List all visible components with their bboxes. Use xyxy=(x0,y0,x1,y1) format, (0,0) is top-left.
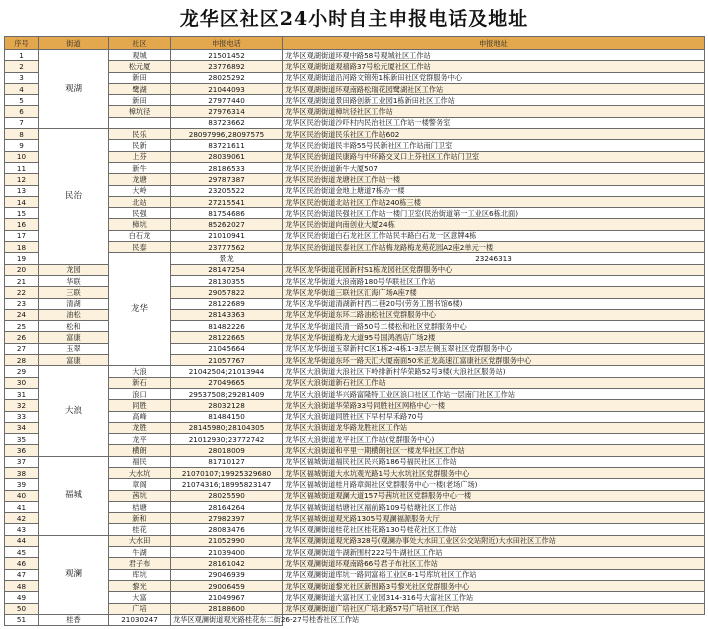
phone-number: 27049665 xyxy=(171,377,283,388)
street-name: 大浪 xyxy=(39,366,109,456)
community-name: 大浪 xyxy=(109,366,171,377)
table-row xyxy=(5,129,705,140)
row-number: 15 xyxy=(5,208,39,219)
address: 龙华区龙华街道花园新村S1栋龙园社区党群服务中心 xyxy=(283,264,705,275)
address: 龙华区福城街道观澜大道157号茜坑社区党群服务中心一楼 xyxy=(283,490,705,501)
community-name: 章阁 xyxy=(109,479,171,490)
table-row xyxy=(5,95,705,106)
phone-number: 28097996,28097575 xyxy=(171,129,283,140)
table-row xyxy=(5,230,705,241)
address: 龙华区观澜街道广培社区广培北路57号广培社区工作站 xyxy=(283,603,705,614)
table-row xyxy=(5,253,705,264)
row-number: 27 xyxy=(5,343,39,354)
community-name: 高峰 xyxy=(109,411,171,422)
row-number: 45 xyxy=(5,547,39,558)
street-name: 观澜 xyxy=(39,535,109,614)
row-number: 41 xyxy=(5,501,39,512)
address: 龙华区观澜街道牛湖新围村222号牛湖社区工作站 xyxy=(283,547,705,558)
address: 龙华区福城街道桔塘社区福前路109号桔塘社区工作站 xyxy=(283,501,705,512)
address: 龙华区大浪街道华兴路富隆特工业区浪口社区工作站一层南门社区工作站 xyxy=(283,388,705,399)
phone-number: 85262027 xyxy=(171,219,283,230)
header-address: 申报地址 xyxy=(283,37,705,50)
table-row xyxy=(5,50,705,61)
community-name: 松和 xyxy=(39,321,109,332)
table-row xyxy=(5,524,705,535)
phone-number: 21010941 xyxy=(171,230,283,241)
address: 龙华区民治街道民泰社区工作站梅龙路梅龙苑花园A2座2单元一楼 xyxy=(283,242,705,253)
phone-number: 28025590 xyxy=(171,490,283,501)
address: 龙华区龙华街道东环一路天汇大厦南面50米正龙高速江富康社区党群服务中心 xyxy=(283,355,705,366)
address: 龙华区民治街道民康路与中环路交叉口上芬社区工作站门卫室 xyxy=(283,151,705,162)
address: 龙华区民治街道民丰路55号民新社区工作站南门卫室 xyxy=(283,140,705,151)
community-name: 民泰 xyxy=(109,242,171,253)
phone-number: 28025292 xyxy=(171,72,283,83)
community-name: 景龙 xyxy=(171,253,283,264)
phone-number: 23776892 xyxy=(171,61,283,72)
row-number: 22 xyxy=(5,287,39,298)
address: 龙华区大浪街道龙华路龙胜社区工作站 xyxy=(283,422,705,433)
address: 龙华区福城街道桂月路章阁社区党群服务中心一楼(老场广场) xyxy=(283,479,705,490)
table-body xyxy=(5,50,705,626)
table-row xyxy=(5,592,705,603)
table-row xyxy=(5,445,705,456)
row-number: 44 xyxy=(5,535,39,546)
community-name: 清湖 xyxy=(39,298,109,309)
phone-number: 28186533 xyxy=(171,162,283,173)
address: 龙华区龙华街道玉翠新村C区1栋2-4栋1-3层左侧玉翠社区党群服务中心 xyxy=(283,343,705,354)
address: 龙华区龙华街道东环二路油松社区党群服务中心 xyxy=(283,309,705,320)
address: 龙华区龙华街道梅龙大道95号国鸿酒店广场2楼 xyxy=(283,332,705,343)
community-name: 油松 xyxy=(39,309,109,320)
row-number: 12 xyxy=(5,174,39,185)
table-row xyxy=(5,174,705,185)
row-number: 40 xyxy=(5,490,39,501)
row-number: 49 xyxy=(5,592,39,603)
community-name: 玉翠 xyxy=(39,343,109,354)
community-name: 上芬 xyxy=(109,151,171,162)
row-number: 14 xyxy=(5,196,39,207)
community-name: 龙平 xyxy=(109,434,171,445)
phone-number: 28145980;28104305 xyxy=(171,422,283,433)
community-name: 新田 xyxy=(109,72,171,83)
table-row xyxy=(5,411,705,422)
header-street: 街道 xyxy=(39,37,109,50)
community-name: 樟坑径 xyxy=(109,106,171,117)
community-name: 浪口 xyxy=(109,388,171,399)
community-name: 桂花 xyxy=(109,524,171,535)
address: 龙华区观澜街道黎光社区新围路3号黎光社区党群服务中心 xyxy=(283,580,705,591)
phone-number: 21057767 xyxy=(171,355,283,366)
header-no: 序号 xyxy=(5,37,39,50)
address: 龙华区龙华街道清湖新村西二巷20号(劳务工图书馆6楼) xyxy=(283,298,705,309)
phone-number: 81710127 xyxy=(171,456,283,467)
address: 龙华区观澜街道库坑一路同富裕工业区8-1号库坑社区工作站 xyxy=(283,569,705,580)
address: 龙华区民治街道民强社区工作站一楼门卫室(民治街道第一工业区6栋北面) xyxy=(283,208,705,219)
row-number: 36 xyxy=(5,445,39,456)
phone-number: 28143363 xyxy=(171,309,283,320)
table-row xyxy=(5,456,705,467)
phone-number: 28164264 xyxy=(171,501,283,512)
community-name: 民新 xyxy=(109,140,171,151)
table-row xyxy=(5,490,705,501)
row-number: 16 xyxy=(5,219,39,230)
row-number: 28 xyxy=(5,355,39,366)
address: 龙华区观澜街道桂花社区桂花路130号桂花社区工作站 xyxy=(283,524,705,535)
table-row xyxy=(5,185,705,196)
community-name: 大富 xyxy=(109,592,171,603)
street-name: 观湖 xyxy=(39,50,109,129)
address: 龙华区龙华街道民清一路50号二楼松和社区党群服务中心 xyxy=(283,321,705,332)
address: 龙华区民治街道北站社区工作站240栋三楼 xyxy=(283,196,705,207)
row-number: 20 xyxy=(5,264,39,275)
row-number: 46 xyxy=(5,558,39,569)
address: 龙华区民治街道金地上塘道7栋办一楼 xyxy=(283,185,705,196)
address: 龙华区龙华街道三联社区汇海广场A座7楼 xyxy=(283,287,705,298)
community-name: 龙园 xyxy=(39,264,109,275)
address: 龙华区观澜街道观光路桂花东二街26-27号桂香社区工作站 xyxy=(171,614,283,625)
phone-number: 28188600 xyxy=(171,603,283,614)
table-row xyxy=(5,366,705,377)
community-name: 新田 xyxy=(109,95,171,106)
table-row xyxy=(5,219,705,230)
phone-number: 81484150 xyxy=(171,411,283,422)
community-name: 樟坑 xyxy=(109,219,171,230)
phone-number: 21074316;18995823147 xyxy=(171,479,283,490)
community-name: 大水坑 xyxy=(109,467,171,478)
table-row xyxy=(5,83,705,94)
row-number: 7 xyxy=(5,117,39,128)
phone-number: 21052990 xyxy=(171,535,283,546)
table-row xyxy=(5,535,705,546)
row-number: 32 xyxy=(5,400,39,411)
table-row xyxy=(5,422,705,433)
address: 龙华区福城街道大水坑观光路1号大水坑社区党群服务中心 xyxy=(283,467,705,478)
table-row xyxy=(5,61,705,72)
table-row xyxy=(5,388,705,399)
table-row xyxy=(5,242,705,253)
table-row xyxy=(5,117,705,128)
table-row xyxy=(5,196,705,207)
community-name: 富康 xyxy=(39,332,109,343)
row-number: 37 xyxy=(5,456,39,467)
row-number: 21 xyxy=(5,275,39,286)
phone-number: 27976314 xyxy=(171,106,283,117)
phone-number: 28032128 xyxy=(171,400,283,411)
table-header-row xyxy=(5,37,705,50)
row-number: 34 xyxy=(5,422,39,433)
declaration-table xyxy=(4,36,705,626)
address: 龙华区观澜街道观光路328号(观澜办事处大水田工业区公交站附近)大水田社区工作站 xyxy=(283,535,705,546)
phone-number: 28039061 xyxy=(171,151,283,162)
phone-number: 28122689 xyxy=(171,298,283,309)
community-name: 广培 xyxy=(109,603,171,614)
community-name: 松元厦 xyxy=(109,61,171,72)
table-row xyxy=(5,151,705,162)
row-number: 47 xyxy=(5,569,39,580)
phone-number: 83721611 xyxy=(171,140,283,151)
phone-number: 81482226 xyxy=(171,321,283,332)
row-number: 24 xyxy=(5,309,39,320)
row-number: 38 xyxy=(5,467,39,478)
phone-number: 21045664 xyxy=(171,343,283,354)
table-row xyxy=(5,547,705,558)
community-name: 新和 xyxy=(109,513,171,524)
row-number: 30 xyxy=(5,377,39,388)
table-row xyxy=(5,603,705,614)
community-name: 龙塘 xyxy=(109,174,171,185)
phone-number: 27977440 xyxy=(171,95,283,106)
community-name xyxy=(109,117,171,128)
address: 龙华区民治街道向南创业大厦24栋 xyxy=(283,219,705,230)
community-name: 桂香 xyxy=(39,614,109,625)
row-number: 26 xyxy=(5,332,39,343)
community-name: 北站 xyxy=(109,196,171,207)
phone-number: 28130355 xyxy=(171,275,283,286)
phone-number: 27215541 xyxy=(171,196,283,207)
phone-number: 29787387 xyxy=(171,174,283,185)
table-row xyxy=(5,614,705,625)
phone-number: 21030247 xyxy=(109,614,171,625)
phone-number: 27982397 xyxy=(171,513,283,524)
row-number: 6 xyxy=(5,106,39,117)
table-row xyxy=(5,479,705,490)
community-name: 新牛 xyxy=(109,162,171,173)
header-community: 社区 xyxy=(109,37,171,50)
table-row xyxy=(5,558,705,569)
address: 龙华区大浪街道同胜社区下早村早禾路70号 xyxy=(283,411,705,422)
address: 龙华区民治街道新牛大厦507 xyxy=(283,162,705,173)
row-number: 48 xyxy=(5,580,39,591)
address: 龙华区民治街道民乐社区工作站602 xyxy=(283,129,705,140)
community-name: 三联 xyxy=(39,287,109,298)
row-number: 8 xyxy=(5,129,39,140)
address: 龙华区福城街道福民社区民兴路186号福民社区工作站 xyxy=(283,456,705,467)
address: 龙华区观湖街道樟坑径社区工作站 xyxy=(283,106,705,117)
row-number: 25 xyxy=(5,321,39,332)
address: 龙华区观湖街道环观南路松瑞花园鹭湖社区工作站 xyxy=(283,83,705,94)
community-name: 牛湖 xyxy=(109,547,171,558)
row-number: 18 xyxy=(5,242,39,253)
row-number: 51 xyxy=(5,614,39,625)
address: 龙华区观湖街道环观中路58号观城社区工作站 xyxy=(283,50,705,61)
row-number: 11 xyxy=(5,162,39,173)
community-name: 新石 xyxy=(109,377,171,388)
community-name: 君子布 xyxy=(109,558,171,569)
community-name: 库坑 xyxy=(109,569,171,580)
row-number: 23 xyxy=(5,298,39,309)
community-name: 民乐 xyxy=(109,129,171,140)
phone-number: 81754686 xyxy=(171,208,283,219)
row-number: 35 xyxy=(5,434,39,445)
community-name: 龙胜 xyxy=(109,422,171,433)
table-row xyxy=(5,467,705,478)
phone-number: 29537508;29281409 xyxy=(171,388,283,399)
community-name: 华联 xyxy=(39,275,109,286)
table-row xyxy=(5,208,705,219)
row-number: 17 xyxy=(5,230,39,241)
row-number: 9 xyxy=(5,140,39,151)
address: 龙华区观湖街道观禧路37号松元厦社区工作站 xyxy=(283,61,705,72)
phone-number: 21070107;19925329680 xyxy=(171,467,283,478)
community-name: 桔塘 xyxy=(109,501,171,512)
address: 龙华区民治街道沙吓村内民治社区工作站一楼警务室 xyxy=(283,117,705,128)
community-name: 黎光 xyxy=(109,580,171,591)
address: 龙华区大浪街道华荣路33号同胜社区网格中心一楼 xyxy=(283,400,705,411)
phone-number: 21049967 xyxy=(171,592,283,603)
address: 龙华区大浪街道大浪社区下岭排新村华荣路52号3楼(大浪社区服务站) xyxy=(283,366,705,377)
row-number: 50 xyxy=(5,603,39,614)
table-row xyxy=(5,162,705,173)
phone-number: 28122665 xyxy=(171,332,283,343)
street-name: 福城 xyxy=(39,456,109,535)
row-number: 1 xyxy=(5,50,39,61)
row-number: 5 xyxy=(5,95,39,106)
community-name: 横朗 xyxy=(109,445,171,456)
row-number: 31 xyxy=(5,388,39,399)
row-number: 39 xyxy=(5,479,39,490)
table-row xyxy=(5,569,705,580)
phone-number: 21042504;21013944 xyxy=(171,366,283,377)
address: 龙华区民治街道龙塘社区工作站一楼 xyxy=(283,174,705,185)
phone-number: 28147254 xyxy=(171,264,283,275)
community-name: 白石龙 xyxy=(109,230,171,241)
row-number: 29 xyxy=(5,366,39,377)
row-number: 10 xyxy=(5,151,39,162)
table-row xyxy=(5,513,705,524)
address: 龙华区大浪街道和平里一期横朗社区一楼龙华社区工作站 xyxy=(283,445,705,456)
phone-number: 21044093 xyxy=(171,83,283,94)
street-name: 民治 xyxy=(39,129,109,265)
address: 龙华区观澜街道大富社区工业园314-316号大富社区工作站 xyxy=(283,592,705,603)
phone-number: 23777562 xyxy=(171,242,283,253)
address: 龙华区龙华街道大浪南路180号华联社区工作站 xyxy=(283,275,705,286)
row-number: 3 xyxy=(5,72,39,83)
phone-number: 29057822 xyxy=(171,287,283,298)
community-name: 富康 xyxy=(39,355,109,366)
address: 龙华区民治街道白石龙社区工作站民丰路白石龙一区意牌4栋 xyxy=(283,230,705,241)
address: 龙华区大浪街道新石社区工作站 xyxy=(283,377,705,388)
community-name: 大岭 xyxy=(109,185,171,196)
community-name: 大水田 xyxy=(109,535,171,546)
row-number: 42 xyxy=(5,513,39,524)
community-name: 民强 xyxy=(109,208,171,219)
address: 龙华区福城街道观光路1305号观澜福源服务大厅 xyxy=(283,513,705,524)
phone-number: 28161042 xyxy=(171,558,283,569)
row-number: 19 xyxy=(5,253,39,264)
table-row xyxy=(5,377,705,388)
table-row xyxy=(5,434,705,445)
header-phone: 申报电话 xyxy=(171,37,283,50)
address: 龙华区观澜街道环观南路66号君子布社区工作站 xyxy=(283,558,705,569)
community-name: 鹭湖 xyxy=(109,83,171,94)
phone-number: 28083476 xyxy=(171,524,283,535)
phone-number: 21039400 xyxy=(171,547,283,558)
row-number: 4 xyxy=(5,83,39,94)
phone-number: 21501452 xyxy=(171,50,283,61)
table-row xyxy=(5,72,705,83)
phone-number: 28018009 xyxy=(171,445,283,456)
row-number: 2 xyxy=(5,61,39,72)
page-title: 龙华区社区24小时自主申报电话及地址 xyxy=(179,8,529,30)
phone-number: 83723662 xyxy=(171,117,283,128)
community-name: 观城 xyxy=(109,50,171,61)
phone-number: 23205522 xyxy=(171,185,283,196)
row-number: 33 xyxy=(5,411,39,422)
table-row xyxy=(5,140,705,151)
phone-number: 21012930;23772742 xyxy=(171,434,283,445)
address: 龙华区观湖街道沿河路文锦苑1栋新田社区党群服务中心 xyxy=(283,72,705,83)
row-number: 13 xyxy=(5,185,39,196)
address: 龙华区观湖街道景田路创新工业园1栋新田社区工作站 xyxy=(283,95,705,106)
phone-number: 29006459 xyxy=(171,580,283,591)
community-name: 茜坑 xyxy=(109,490,171,501)
table-row xyxy=(5,400,705,411)
phone-number: 23246313 xyxy=(283,253,705,264)
community-name: 福民 xyxy=(109,456,171,467)
phone-number: 29046939 xyxy=(171,569,283,580)
community-name: 同胜 xyxy=(109,400,171,411)
row-number: 43 xyxy=(5,524,39,535)
table-row xyxy=(5,501,705,512)
table-row xyxy=(5,580,705,591)
table-row xyxy=(5,106,705,117)
street-name: 龙华 xyxy=(109,253,171,366)
address: 龙华区大浪街道龙平社区工作站(党群服务中心) xyxy=(283,434,705,445)
